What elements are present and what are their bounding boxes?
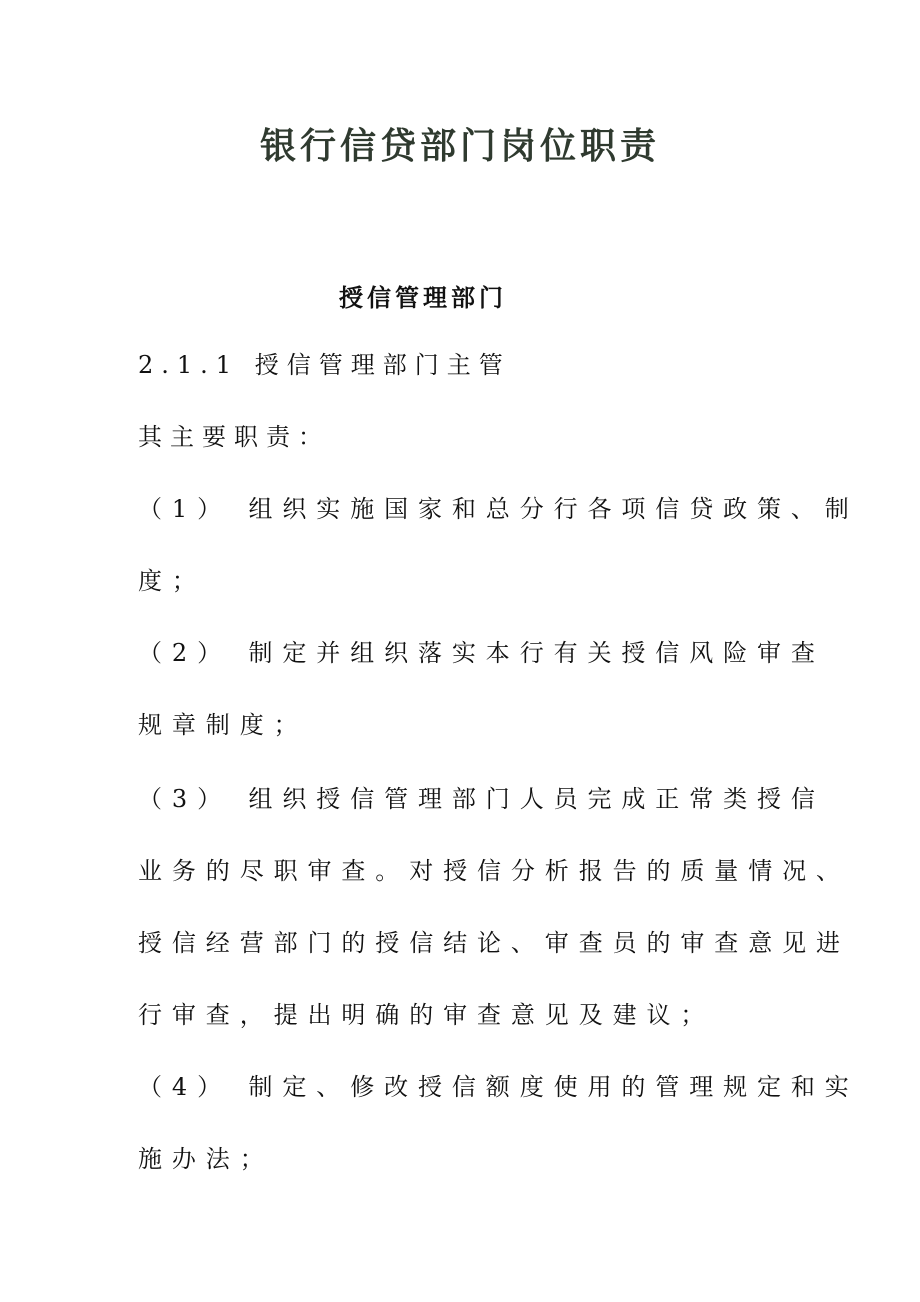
duty-line: 业务的尽职审查。对授信分析报告的质量情况、 <box>138 857 850 885</box>
subsection-heading: 2.1.1 授信管理部门主管 <box>138 351 511 379</box>
duty-line: （1） 组织实施国家和总分行各项信贷政策、制 <box>138 495 859 523</box>
duties-intro: 其主要职责： <box>138 423 330 451</box>
duty-line: （2） 制定并组织落实本行有关授信风险审查 <box>138 639 825 667</box>
duty-line: 授信经营部门的授信结论、审查员的审查意见进 <box>138 929 850 957</box>
document-title: 银行信贷部门岗位职责 <box>259 126 660 167</box>
duty-line: 规章制度； <box>138 711 308 739</box>
duty-line: 行审查，提出明确的审查意见及建议； <box>138 1001 715 1029</box>
duty-line: （3） 组织授信管理部门人员完成正常类授信 <box>138 785 825 813</box>
duty-line: （4） 制定、修改授信额度使用的管理规定和实 <box>138 1073 859 1101</box>
duty-line: 度； <box>138 567 206 595</box>
section-heading: 授信管理部门 <box>339 284 507 312</box>
duty-line: 施办法； <box>138 1145 274 1173</box>
